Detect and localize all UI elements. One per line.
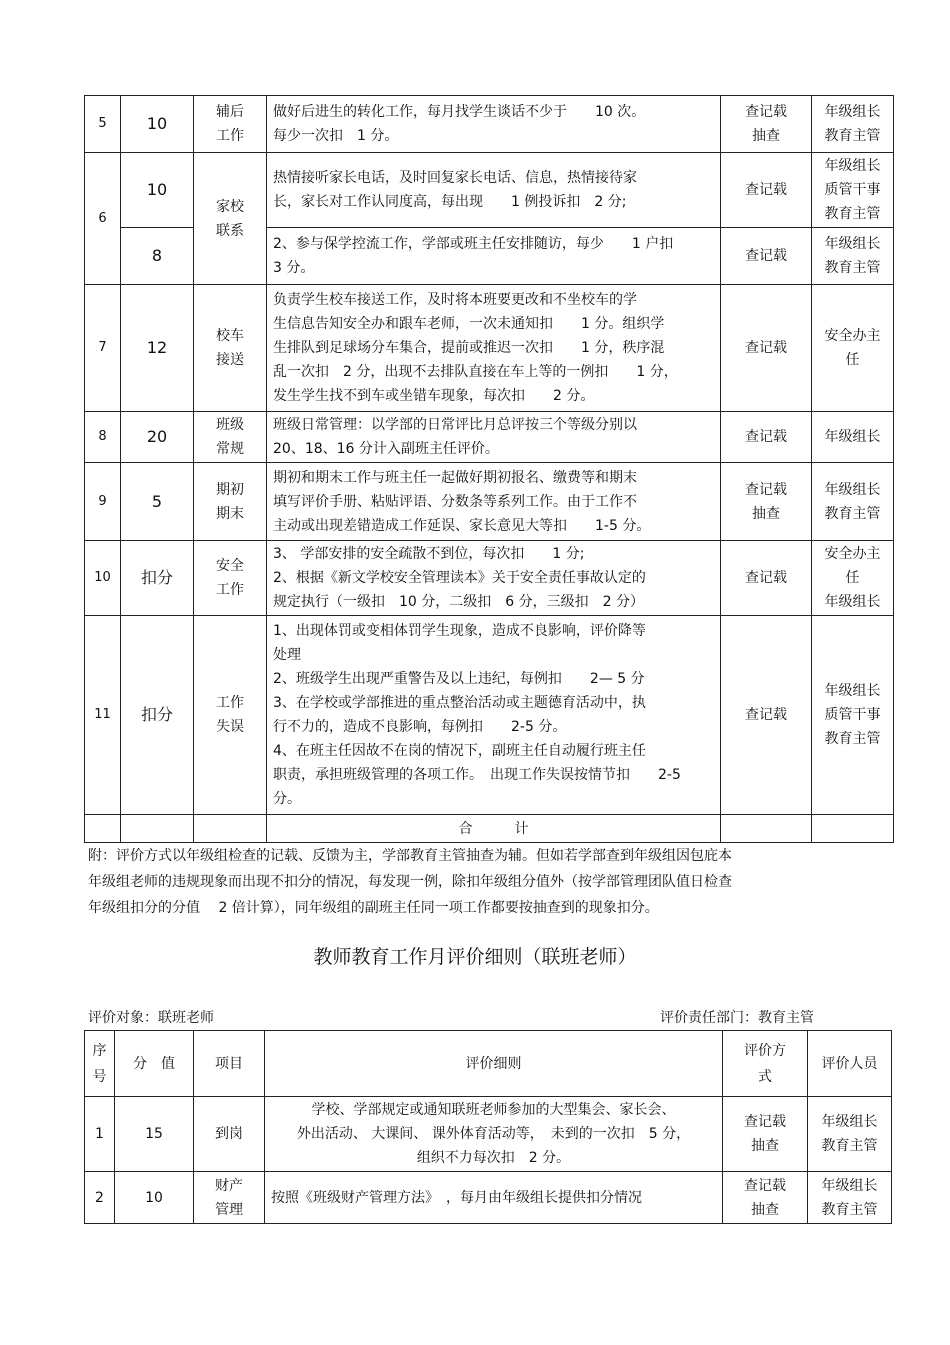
header-method: 评价方 式 xyxy=(723,1031,808,1097)
method-cell: 查记载 抽查 xyxy=(723,1172,808,1224)
table-row xyxy=(85,285,894,412)
item-cell: 财产 管理 xyxy=(194,1172,265,1224)
header-detail: 评价细则 xyxy=(265,1031,723,1097)
score-cell: 10 xyxy=(115,1172,194,1224)
evaluator-cell: 年级组长 xyxy=(812,412,894,463)
evaluator-cell: 安全办主 任 年级组长 xyxy=(812,541,894,616)
detail-cell: 2、参与保学控流工作，学部或班主任安排随访，每少 1 户扣 3 分。 xyxy=(267,228,721,285)
method-cell xyxy=(721,815,812,843)
score-cell: 15 xyxy=(115,1097,194,1172)
detail-cell: 学校、学部规定或通知联班老师参加的大型集会、家长会、 外出活动、 大课间、 课外体育活动等， 未到的一次扣 5 分， 组织不力每次扣 2 分。 xyxy=(265,1097,723,1172)
evaluator-cell: 年级组长 教育主管 xyxy=(808,1172,892,1224)
evaluation-table-1 xyxy=(84,95,894,843)
table-row xyxy=(85,96,894,153)
item-cell: 到岗 xyxy=(194,1097,265,1172)
seq-cell xyxy=(85,815,121,843)
method-cell: 查记载 xyxy=(721,153,812,228)
score-cell: 扣分 xyxy=(121,616,194,815)
footnote: 附：评价方式以年级组检查的记载、反馈为主，学部教育主管抽查为辅。但如若学部查到年级组因包庇本 年级组老师的违规现象而出现不扣分的情况，每发现一例，除扣年级组分值外（按学部管理团队值日检查 年级组扣分的分值 2 倍计算），同年级组的副班主任同一项工作都要按抽查到的现象扣分。 xyxy=(88,848,732,916)
detail-cell: 负责学生校车接送工作，及时将本班要更改和不坐校车的学 生信息告知安全办和跟车老师，一次未通知扣 1 分。组织学 生排队到足球场分车集合，提前或推迟一次扣 1 分，秩序混 乱一次扣 2 分，出现不去排队直接在车上等的一例扣 1 分， 发生学生找不到车或坐错车现象，每次扣 2 分。 xyxy=(267,285,721,412)
seq-cell: 11 xyxy=(85,616,121,815)
method-cell: 查记载 xyxy=(721,412,812,463)
table-row xyxy=(85,153,894,228)
score-cell: 20 xyxy=(121,412,194,463)
detail-cell: 1、出现体罚或变相体罚学生现象，造成不良影响，评价降等 处理 2、班级学生出现严重警告及以上违纪，每例扣 2— 5 分 3、在学校或学部推进的重点整治活动或主题德育活动中，执 行不力的，造成不良影响，每例扣 2-5 分。 4、在班主任因故不在岗的情况下，副班主任自动履行班主任 职责，承担班级管理的各项工作。 出现工作失误按情节扣 2-5 分。 xyxy=(267,616,721,815)
score-cell xyxy=(121,815,194,843)
score-cell: 5 xyxy=(121,463,194,541)
evaluator-cell: 年级组长 质管干事 教育主管 xyxy=(812,153,894,228)
evaluator-cell: 年级组长 教育主管 xyxy=(812,463,894,541)
table-row xyxy=(85,412,894,463)
total-row xyxy=(85,815,894,843)
table-row xyxy=(85,1172,892,1224)
detail-cell: 热情接听家长电话，及时回复家长电话、信息，热情接待家 长，家长对工作认同度高，每出现 1 例投诉扣 2 分; xyxy=(267,153,721,228)
method-cell: 查记载 抽查 xyxy=(723,1097,808,1172)
seq-cell: 5 xyxy=(85,96,121,153)
method-cell: 查记载 xyxy=(721,228,812,285)
header-row xyxy=(85,1031,892,1097)
item-cell: 安全 工作 xyxy=(194,541,267,616)
responsible-department: 评价责任部门：教育主管 xyxy=(660,1010,814,1026)
seq-cell: 1 xyxy=(85,1097,115,1172)
item-cell: 班级 常规 xyxy=(194,412,267,463)
detail-cell: 做好后进生的转化工作，每月找学生谈话不少于 10 次。 每少一次扣 1 分。 xyxy=(267,96,721,153)
method-cell: 查记载 抽查 xyxy=(721,463,812,541)
evaluator-cell: 年级组长 教育主管 xyxy=(808,1097,892,1172)
score-cell: 10 xyxy=(121,153,194,228)
item-cell: 家校 联系 xyxy=(194,153,267,285)
header-score: 分 值 xyxy=(115,1031,194,1097)
score-cell: 扣分 xyxy=(121,541,194,616)
header-evaluator: 评价人员 xyxy=(808,1031,892,1097)
header-item: 项目 xyxy=(194,1031,265,1097)
seq-cell: 6 xyxy=(85,153,121,285)
method-cell: 查记载 xyxy=(721,616,812,815)
evaluator-cell: 年级组长 教育主管 xyxy=(812,96,894,153)
header-seq: 序 号 xyxy=(85,1031,115,1097)
method-cell: 查记载 xyxy=(721,285,812,412)
table-row xyxy=(85,463,894,541)
evaluator-cell: 年级组长 质管干事 教育主管 xyxy=(812,616,894,815)
detail-cell: 期初和期末工作与班主任一起做好期初报名、缴费等和期末 填写评价手册、粘贴评语、分数条等系列工作。由于工作不 主动或出现差错造成工作延误、家长意见大等扣 1-5 分。 xyxy=(267,463,721,541)
score-cell: 12 xyxy=(121,285,194,412)
method-cell: 查记载 xyxy=(721,541,812,616)
item-cell: 校车 接送 xyxy=(194,285,267,412)
seq-cell: 9 xyxy=(85,463,121,541)
total-label: 合 计 xyxy=(267,815,721,843)
item-cell: 辅后 工作 xyxy=(194,96,267,153)
seq-cell: 10 xyxy=(85,541,121,616)
evaluation-object: 评价对象：联班老师 xyxy=(88,1010,214,1026)
seq-cell: 7 xyxy=(85,285,121,412)
score-cell: 10 xyxy=(121,96,194,153)
table-row xyxy=(85,541,894,616)
item-cell: 工作 失误 xyxy=(194,616,267,815)
detail-cell: 按照《班级财产管理方法》 ，每月由年级组长提供扣分情况 xyxy=(265,1172,723,1224)
table-row xyxy=(85,616,894,815)
evaluator-cell: 年级组长 教育主管 xyxy=(812,228,894,285)
table-row xyxy=(85,1097,892,1172)
score-cell: 8 xyxy=(121,228,194,285)
method-cell: 查记载 抽查 xyxy=(721,96,812,153)
seq-cell: 8 xyxy=(85,412,121,463)
evaluator-cell: 安全办主 任 xyxy=(812,285,894,412)
item-cell: 期初 期末 xyxy=(194,463,267,541)
section-title: 教师教育工作月评价细则（联班老师） xyxy=(313,946,637,968)
evaluation-table-2 xyxy=(84,1030,892,1224)
seq-cell: 2 xyxy=(85,1172,115,1224)
detail-cell: 班级日常管理：以学部的日常评比月总评按三个等级分别以 20、18、16 分计入副班主任评价。 xyxy=(267,412,721,463)
detail-cell: 3、 学部安排的安全疏散不到位，每次扣 1 分; 2、根据《新文学校安全管理读本》关于安全责任事故认定的 规定执行（一级扣 10 分，二级扣 6 分，三级扣 2 分） xyxy=(267,541,721,616)
evaluator-cell xyxy=(812,815,894,843)
item-cell xyxy=(194,815,267,843)
